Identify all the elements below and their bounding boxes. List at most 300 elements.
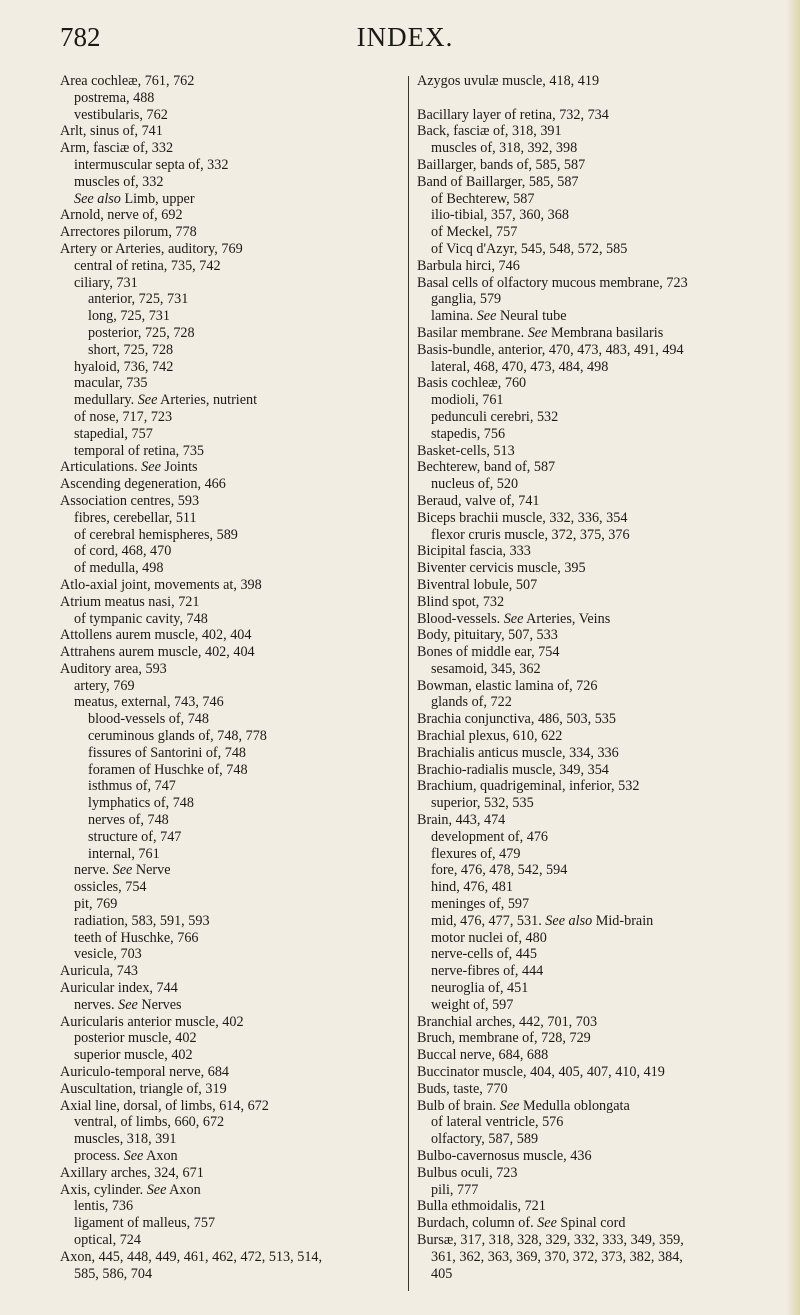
see-target: Axon: [166, 1181, 201, 1198]
entry-text: of cerebral hemispheres, 589: [74, 526, 238, 543]
entry-text: temporal of retina, 735: [74, 442, 205, 459]
index-entry: [417, 140, 752, 157]
index-entry: [417, 627, 752, 644]
entry-text: Azygos uvulæ muscle, 418, 419: [417, 73, 600, 89]
see-reference: See: [137, 392, 158, 409]
index-entry: [60, 1215, 405, 1232]
index-entry: [60, 1098, 405, 1115]
index-entry: [417, 946, 752, 963]
entry-text: Branchial arches, 442, 701, 703: [417, 1013, 598, 1030]
entry-text: ligament of malleus, 757: [74, 1215, 216, 1232]
entry-text: Axis, cylinder.: [60, 1181, 147, 1198]
entry-text: ventral, of limbs, 660, 672: [74, 1114, 225, 1131]
entry-text: Association centres, 593: [60, 492, 200, 509]
entry-text: posterior, 725, 728: [88, 324, 195, 341]
entry-text: Basal cells of olfactory mucous membrane, 723: [417, 274, 688, 291]
entry-text: optical, 724: [74, 1231, 141, 1248]
entry-text: Bulla ethmoidalis, 721: [417, 1198, 546, 1215]
entry-text: Buccinator muscle, 404, 405, 407, 410, 419: [417, 1064, 665, 1081]
entry-text: lentis, 736: [74, 1198, 134, 1215]
index-entry: [417, 762, 752, 779]
entry-text: nerves.: [74, 996, 119, 1013]
index-column-right: [417, 73, 752, 1282]
index-entry: [60, 1198, 405, 1215]
index-entry: [60, 963, 405, 980]
index-entry: [417, 409, 752, 426]
index-entry: [417, 778, 752, 795]
entry-text: of Bechterew, 587: [431, 190, 535, 207]
index-entry: [60, 896, 405, 913]
index-entry: [417, 174, 752, 191]
entry-text: macular, 735: [74, 375, 148, 392]
see-target: Mid-brain: [592, 912, 654, 929]
index-entry: [60, 946, 405, 963]
entry-text: ilio-tibial, 357, 360, 368: [431, 207, 569, 224]
entry-text: Biventral lobule, 507: [417, 576, 538, 593]
entry-text: Bicipital fascia, 333: [417, 543, 531, 560]
index-entry: [60, 711, 405, 728]
index-entry: [60, 1232, 405, 1249]
entry-text: Back, fasciæ of, 318, 391: [417, 123, 562, 140]
column-divider: [408, 76, 409, 1291]
index-entry: [60, 409, 405, 426]
index-entry: [417, 862, 752, 879]
entry-text: lymphatics of, 748: [88, 795, 194, 812]
index-entry: [417, 678, 752, 695]
entry-text: blood-vessels of, 748: [88, 711, 209, 728]
index-entry: [60, 73, 405, 90]
index-entry: [417, 123, 752, 140]
entry-text: of medulla, 498: [74, 560, 164, 577]
entry-text: ciliary, 731: [74, 274, 138, 291]
entry-text: meatus, external, 743, 746: [74, 694, 224, 711]
index-entry: [60, 1148, 405, 1165]
index-entry: [60, 997, 405, 1014]
index-entry: [417, 963, 752, 980]
entry-text: foramen of Huschke of, 748: [88, 761, 248, 778]
index-entry: [417, 846, 752, 863]
entry-text: flexures of, 479: [431, 845, 521, 862]
index-entry: [417, 1165, 752, 1182]
entry-text: Blood-vessels.: [417, 610, 504, 627]
index-entry: [417, 459, 752, 476]
index-entry: [60, 795, 405, 812]
entry-text: Basis cochleæ, 760: [417, 375, 527, 392]
entry-text: glands of, 722: [431, 694, 512, 711]
entry-text: ceruminous glands of, 748, 778: [88, 728, 267, 745]
entry-text: Beraud, valve of, 741: [417, 492, 540, 509]
entry-text: Basis-bundle, anterior, 470, 473, 483, 491, 494: [417, 341, 684, 358]
entry-text: Bones of middle ear, 754: [417, 644, 560, 661]
index-entry: [417, 476, 752, 493]
see-target: Nerve: [132, 862, 171, 879]
index-entry: [60, 678, 405, 695]
entry-text: of nose, 717, 723: [74, 408, 173, 425]
entry-text: nucleus of, 520: [431, 476, 519, 493]
index-entry: [60, 812, 405, 829]
entry-text: olfactory, 587, 589: [431, 1131, 539, 1148]
see-reference: See: [112, 862, 133, 879]
index-entry: [417, 896, 752, 913]
entry-text: Buds, taste, 770: [417, 1080, 508, 1097]
index-entry: [417, 694, 752, 711]
entry-text: hind, 476, 481: [431, 879, 513, 896]
index-entry: [417, 1148, 752, 1165]
entry-text: intermuscular septa of, 332: [74, 156, 229, 173]
entry-text: hyaloid, 736, 742: [74, 358, 174, 375]
entry-text: nerve-cells of, 445: [431, 946, 537, 963]
index-entry: [60, 1081, 405, 1098]
entry-text: Auriculo-temporal nerve, 684: [60, 1064, 230, 1081]
index-entry: [60, 1249, 405, 1266]
see-target: Neural tube: [496, 308, 567, 325]
index-entry: [417, 493, 752, 510]
index-entry: [60, 207, 405, 224]
index-entry: [417, 325, 752, 342]
entry-text: Limb, upper: [120, 190, 195, 207]
entry-text: Attrahens aurem muscle, 402, 404: [60, 644, 255, 661]
entry-text: pedunculi cerebri, 532: [431, 408, 559, 425]
index-entry: [60, 778, 405, 795]
entry-text: Blind spot, 732: [417, 593, 505, 610]
index-entry: [60, 728, 405, 745]
index-entry: [417, 1030, 752, 1047]
entry-text: long, 725, 731: [88, 308, 170, 325]
entry-text: process.: [74, 1148, 124, 1164]
entry-text: Baillarger, bands of, 585, 587: [417, 156, 586, 173]
entry-text: fore, 476, 478, 542, 594: [431, 862, 568, 879]
entry-text: radiation, 583, 591, 593: [74, 912, 210, 929]
index-entry: [60, 107, 405, 124]
entry-text: artery, 769: [74, 677, 135, 694]
index-entry: [417, 930, 752, 947]
see-target: Joints: [160, 459, 198, 476]
index-entry: [417, 1198, 752, 1215]
index-entry: [417, 1064, 752, 1081]
entry-text: flexor cruris muscle, 372, 375, 376: [431, 526, 630, 543]
entry-text: Brachialis anticus muscle, 334, 336: [417, 744, 619, 761]
entry-text: Auditory area, 593: [60, 660, 167, 677]
entry-text: Artery or Arteries, auditory, 769: [60, 240, 243, 257]
index-entry: [60, 1266, 405, 1283]
index-entry: [60, 661, 405, 678]
entry-text: 361, 362, 363, 369, 370, 372, 373, 382, 384,: [431, 1248, 683, 1265]
index-entry: [417, 1266, 752, 1283]
entry-text: mid, 476, 477, 531.: [431, 912, 546, 929]
entry-text: Brachio-radialis muscle, 349, 354: [417, 761, 609, 778]
entry-text: fissures of Santorini of, 748: [88, 744, 247, 761]
index-entry: [60, 1030, 405, 1047]
see-target: Arteries, Veins: [523, 610, 611, 627]
index-entry: [60, 224, 405, 241]
index-entry: [417, 392, 752, 409]
see-reference: See: [141, 459, 161, 476]
entry-text: Axial line, dorsal, of limbs, 614, 672: [60, 1097, 269, 1114]
index-entry: [60, 443, 405, 460]
entry-text: nerve.: [74, 862, 113, 879]
entry-text: Auscultation, triangle of, 319: [60, 1080, 227, 1097]
entry-text: muscles, 318, 391: [74, 1131, 177, 1148]
index-entry: [60, 762, 405, 779]
index-entry: [60, 1047, 405, 1064]
index-entry: [60, 694, 405, 711]
entry-text: 585, 586, 704: [74, 1265, 153, 1282]
index-entry: [417, 879, 752, 896]
index-entry: [60, 1182, 405, 1199]
entry-text: Biventer cervicis muscle, 395: [417, 560, 586, 577]
index-entry: [417, 829, 752, 846]
index-entry: [417, 543, 752, 560]
see-reference: See: [118, 996, 138, 1013]
entry-text: internal, 761: [88, 845, 160, 862]
index-entry: [60, 308, 405, 325]
entry-text: of cord, 468, 470: [74, 543, 172, 560]
see-target: Arteries, nutrient: [157, 392, 258, 409]
entry-text: Bruch, membrane of, 728, 729: [417, 1030, 591, 1047]
index-entry: [60, 1165, 405, 1182]
entry-text: Arlt, sinus of, 741: [60, 123, 163, 140]
index-entry: [417, 359, 752, 376]
entry-text: Bechterew, band of, 587: [417, 459, 556, 476]
index-entry: [417, 1131, 752, 1148]
entry-text: superior, 532, 535: [431, 795, 534, 812]
index-entry: [417, 157, 752, 174]
entry-text: Burdach, column of.: [417, 1215, 538, 1232]
entry-text: fibres, cerebellar, 511: [74, 509, 197, 526]
index-entry: [417, 577, 752, 594]
entry-text: short, 725, 728: [88, 341, 174, 358]
index-entry: [417, 594, 752, 611]
entry-text: ganglia, 579: [431, 291, 502, 308]
entry-text: Attollens aurem muscle, 402, 404: [60, 627, 252, 644]
index-entry: [60, 1114, 405, 1131]
index-entry: [417, 342, 752, 359]
entry-text: Brain, 443, 474: [417, 812, 506, 829]
see-reference: See also: [545, 912, 593, 929]
see-target: Axon: [143, 1148, 178, 1164]
index-entry: [60, 90, 405, 107]
index-entry: [60, 527, 405, 544]
entry-text: motor nuclei of, 480: [431, 929, 547, 946]
entry-text: Arnold, nerve of, 692: [60, 207, 183, 224]
index-entry: [417, 728, 752, 745]
see-reference: See: [503, 610, 524, 627]
entry-text: Biceps brachii muscle, 332, 336, 354: [417, 509, 628, 526]
index-entry: [417, 510, 752, 527]
index-entry: [417, 795, 752, 812]
entry-text: anterior, 725, 731: [88, 291, 189, 308]
index-entry: [417, 275, 752, 292]
entry-text: meninges of, 597: [431, 896, 530, 913]
entry-text: Band of Baillarger, 585, 587: [417, 173, 579, 190]
entry-text: pit, 769: [74, 896, 118, 913]
entry-text: of lateral ventricle, 576: [431, 1114, 564, 1131]
entry-text: Barbula hirci, 746: [417, 257, 520, 274]
see-target: Membrana basilaris: [547, 324, 664, 341]
index-entry: [417, 1114, 752, 1131]
index-entry: [60, 577, 405, 594]
see-target: Nerves: [137, 996, 182, 1013]
index-entry: [417, 291, 752, 308]
entry-text: lateral, 468, 470, 473, 484, 498: [431, 358, 609, 375]
entry-text: Axillary arches, 324, 671: [60, 1164, 204, 1181]
entry-text: superior muscle, 402: [74, 1047, 193, 1064]
entry-text: Axon, 445, 448, 449, 461, 462, 472, 513, 514,: [60, 1248, 323, 1265]
entry-text: central of retina, 735, 742: [74, 257, 221, 274]
entry-text: sesamoid, 345, 362: [431, 660, 541, 677]
entry-text: lamina.: [431, 308, 477, 325]
entry-text: Arm, fasciæ of, 332: [60, 140, 174, 157]
index-entry: [417, 611, 752, 628]
entry-text: Basket-cells, 513: [417, 442, 515, 459]
index-entry: [60, 258, 405, 275]
index-entry: [417, 527, 752, 544]
index-entry: [417, 1081, 752, 1098]
index-entry: [417, 644, 752, 661]
entry-text: Bulbus oculi, 723: [417, 1164, 518, 1181]
index-entry: [60, 275, 405, 292]
index-entry: [60, 644, 405, 661]
index-entry: [417, 443, 752, 460]
entry-text: postrema, 488: [74, 89, 155, 106]
see-reference: See: [537, 1215, 557, 1232]
page-title: INDEX.: [356, 22, 454, 52]
index-entry: [60, 342, 405, 359]
index-entry: [417, 224, 752, 241]
see-reference: See: [146, 1181, 167, 1198]
index-entry: [417, 308, 752, 325]
entry-text: Area cochleæ, 761, 762: [60, 73, 195, 89]
index-entry: [417, 241, 752, 258]
index-entry: [60, 359, 405, 376]
entry-text: ossicles, 754: [74, 879, 147, 896]
entry-text: Arrectores pilorum, 778: [60, 224, 197, 241]
index-entry: [417, 812, 752, 829]
index-entry: [417, 980, 752, 997]
entry-text: stapedial, 757: [74, 425, 153, 442]
entry-text: of tympanic cavity, 748: [74, 610, 208, 627]
index-entry: [417, 1232, 752, 1249]
entry-text: muscles of, 318, 392, 398: [431, 140, 578, 157]
index-entry: [60, 846, 405, 863]
entry-text: stapedis, 756: [431, 425, 506, 442]
index-entry: [60, 123, 405, 140]
see-reference: See: [499, 1097, 520, 1114]
entry-text: Atrium meatus nasi, 721: [60, 593, 200, 610]
index-entry: [60, 191, 405, 208]
entry-text: posterior muscle, 402: [74, 1030, 197, 1047]
index-entry: [60, 459, 405, 476]
index-entry: [60, 745, 405, 762]
index-entry: [417, 1098, 752, 1115]
see-reference: See also: [74, 190, 121, 207]
index-entry: [60, 560, 405, 577]
entry-text: Brachia conjunctiva, 486, 503, 535: [417, 711, 616, 728]
index-entry: [60, 1014, 405, 1031]
index-entry: [417, 107, 752, 124]
entry-text: vestibularis, 762: [74, 106, 168, 123]
index-entry: [60, 291, 405, 308]
index-entry: [417, 745, 752, 762]
entry-text: Bulb of brain.: [417, 1097, 500, 1114]
index-entry: [60, 241, 405, 258]
entry-text: Bowman, elastic lamina of, 726: [417, 677, 598, 694]
entry-text: Auricula, 743: [60, 963, 139, 980]
index-entry: [60, 980, 405, 997]
index-entry: [60, 392, 405, 409]
index-entry: [60, 594, 405, 611]
index-entry: [60, 375, 405, 392]
entry-text: muscles of, 332: [74, 173, 164, 190]
entry-text: of Meckel, 757: [431, 224, 518, 241]
entry-text: vesicle, 703: [74, 946, 142, 963]
index-entry: [60, 140, 405, 157]
entry-text: medullary.: [74, 392, 138, 409]
entry-text: development of, 476: [431, 828, 549, 845]
entry-text: Bulbo-cavernosus muscle, 436: [417, 1148, 592, 1164]
index-entry: [417, 258, 752, 275]
entry-text: Body, pituitary, 507, 533: [417, 627, 558, 644]
entry-text: Auricularis anterior muscle, 402: [60, 1013, 244, 1030]
index-entry: [60, 510, 405, 527]
see-reference: See: [476, 308, 497, 325]
index-entry: [60, 829, 405, 846]
index-entry: [60, 930, 405, 947]
index-entry: [417, 1182, 752, 1199]
index-entry: [60, 325, 405, 342]
entry-text: Basilar membrane.: [417, 324, 528, 341]
index-entry: [417, 191, 752, 208]
index-entry: [60, 1131, 405, 1148]
index-entry: [60, 862, 405, 879]
entry-text: of Vicq d'Azyr, 545, 548, 572, 585: [431, 240, 628, 257]
index-entry: [417, 711, 752, 728]
entry-text: isthmus of, 747: [88, 778, 176, 795]
index-entry: [60, 1064, 405, 1081]
index-entry: [417, 426, 752, 443]
index-entry: [417, 1215, 752, 1232]
index-entry: [417, 1014, 752, 1031]
index-entry: [60, 543, 405, 560]
index-entry: [417, 913, 752, 930]
entry-text: nerve-fibres of, 444: [431, 963, 544, 980]
page-edge-stain: [786, 0, 800, 1315]
see-target: Medulla oblongata: [519, 1097, 630, 1114]
entry-text: structure of, 747: [88, 828, 182, 845]
page-header: [60, 22, 750, 56]
entry-text: weight of, 597: [431, 996, 514, 1013]
entry-text: nerves of, 748: [88, 812, 169, 829]
index-entry: [417, 90, 752, 107]
index-entry: [417, 1047, 752, 1064]
see-reference: See: [527, 324, 548, 341]
entry-text: Ascending degeneration, 466: [60, 476, 226, 493]
entry-text: Auricular index, 744: [60, 980, 178, 997]
index-entry: [417, 375, 752, 392]
entry-text: 405: [431, 1265, 453, 1282]
entry-text: Brachium, quadrigeminal, inferior, 532: [417, 778, 640, 795]
index-entry: [60, 493, 405, 510]
index-entry: [60, 611, 405, 628]
index-entry: [60, 157, 405, 174]
entry-text: modioli, 761: [431, 392, 504, 409]
index-entry: [417, 661, 752, 678]
entry-text: Brachial plexus, 610, 622: [417, 728, 563, 745]
index-entry: [60, 913, 405, 930]
index-entry: [417, 207, 752, 224]
entry-text: Buccal nerve, 684, 688: [417, 1047, 549, 1064]
index-entry: [60, 426, 405, 443]
